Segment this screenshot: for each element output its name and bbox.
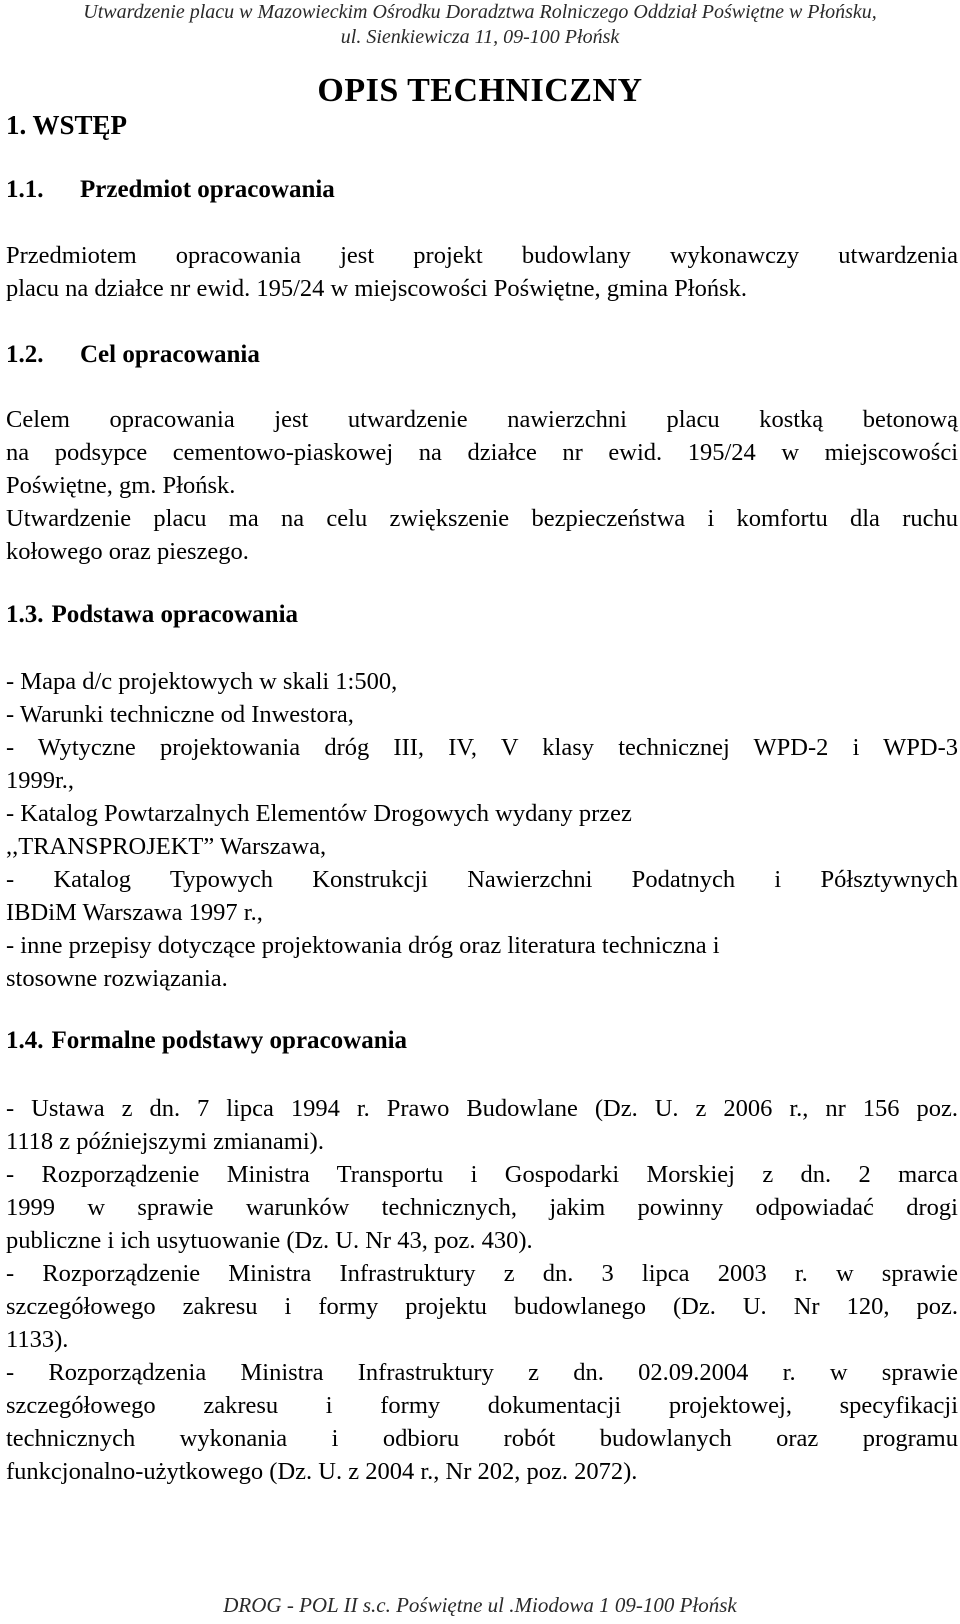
list-item: - Mapa d/c projektowych w skali 1:500, (6, 668, 398, 695)
section-number: 1.2. (6, 341, 44, 368)
text-line: szczegółowego zakresu i formy projektu budowlanego (Dz. U. Nr 120, poz. (6, 1293, 958, 1320)
text-line: placu na działce nr ewid. 195/24 w miejscowości Poświętne, gmina Płońsk. (6, 275, 747, 302)
text-line: 1118 z późniejszymi zmianami). (6, 1128, 324, 1155)
section-title: Formalne podstawy opracowania (51, 1027, 408, 1054)
list-item: - inne przepisy dotyczące projektowania dróg oraz literatura techniczna i (6, 932, 720, 959)
document-title: OPIS TECHNICZNY (317, 72, 643, 109)
section-heading-1-1 (6, 176, 335, 204)
list-item: - Rozporządzenia Ministra Infrastruktury z dn. 02.09.2004 r. w sprawie (6, 1359, 958, 1386)
list-item: - Wytyczne projektowania dróg III, IV, V klasy technicznej WPD-2 i WPD-3 (6, 734, 958, 761)
running-header (0, 0, 960, 50)
text-line: Utwardzenie placu ma na celu zwiększenie bezpieczeństwa i komfortu dla ruchu (6, 505, 958, 532)
text-line: stosowne rozwiązania. (6, 965, 228, 992)
text-line: publiczne i ich usytuowanie (Dz. U. Nr 43, poz. 430). (6, 1227, 533, 1254)
text-line: Celem opracowania jest utwardzenie nawierzchni placu kostką betonową (6, 406, 958, 433)
list-item: - Rozporządzenie Ministra Infrastruktury z dn. 3 lipca 2003 r. w sprawie (6, 1260, 958, 1287)
list-item: - Ustawa z dn. 7 lipca 1994 r. Prawo Budowlane (Dz. U. z 2006 r., nr 156 poz. (6, 1095, 958, 1122)
section-1-1-body (6, 239, 958, 305)
section-heading-1-2 (6, 341, 260, 369)
section-1-4-body (6, 1092, 958, 1488)
section-number: 1.1. (6, 176, 44, 203)
text-line: 1999 w sprawie warunków technicznych, jakim powinny odpowiadać drogi (6, 1194, 958, 1221)
list-item: - Katalog Typowych Konstrukcji Nawierzchni Podatnych i Półsztywnych (6, 866, 958, 893)
section-title: Podstawa opracowania (51, 601, 299, 628)
text-line: 1999r., (6, 767, 75, 794)
text-line: na podsypce cementowo-piaskowej na działce nr ewid. 195/24 w miejscowości (6, 439, 958, 466)
section-heading-1-3 (6, 601, 298, 629)
running-footer: DROG - POL II s.c. Poświętne ul .Miodowa 1 09-100 Płońsk (223, 1593, 737, 1617)
text-line: kołowego oraz pieszego. (6, 538, 249, 565)
list-item: - Katalog Powtarzalnych Elementów Drogowych wydany przez (6, 800, 632, 827)
section-number: 1.4. (6, 1027, 44, 1054)
section-number: 1.3. (6, 601, 44, 628)
text-line: 1133). (6, 1326, 69, 1353)
text-line: Poświętne, gm. Płońsk. (6, 472, 236, 499)
text-line: Przedmiotem opracowania jest projekt budowlany wykonawczy utwardzenia (6, 242, 958, 269)
text-line: szczegółowego zakresu i formy dokumentacji projektowej, specyfikacji (6, 1392, 958, 1419)
header-line-1: Utwardzenie placu w Mazowieckim Ośrodku Doradztwa Rolniczego Oddział Poświętne w Płońsku, (83, 1, 877, 23)
header-line-2: ul. Sienkiewicza 11, 09-100 Płońsk (340, 26, 620, 48)
text-line: ,,TRANSPROJEKT” Warszawa, (6, 833, 327, 860)
section-1-3-body (6, 665, 958, 995)
section-heading-1-4 (6, 1027, 407, 1055)
section-title: Przedmiot opracowania (80, 176, 335, 203)
text-line: IBDiM Warszawa 1997 r., (6, 899, 263, 926)
chapter-heading: 1. WSTĘP (6, 110, 128, 140)
text-line: funkcjonalno-użytkowego (Dz. U. z 2004 r., Nr 202, poz. 2072). (6, 1458, 638, 1485)
list-item: - Rozporządzenie Ministra Transportu i Gospodarki Morskiej z dn. 2 marca (6, 1161, 958, 1188)
list-item: - Warunki techniczne od Inwestora, (6, 701, 354, 728)
section-1-2-body (6, 403, 958, 568)
text-line: technicznych wykonania i odbioru robót budowlanych oraz programu (6, 1425, 958, 1452)
section-title: Cel opracowania (80, 341, 260, 368)
